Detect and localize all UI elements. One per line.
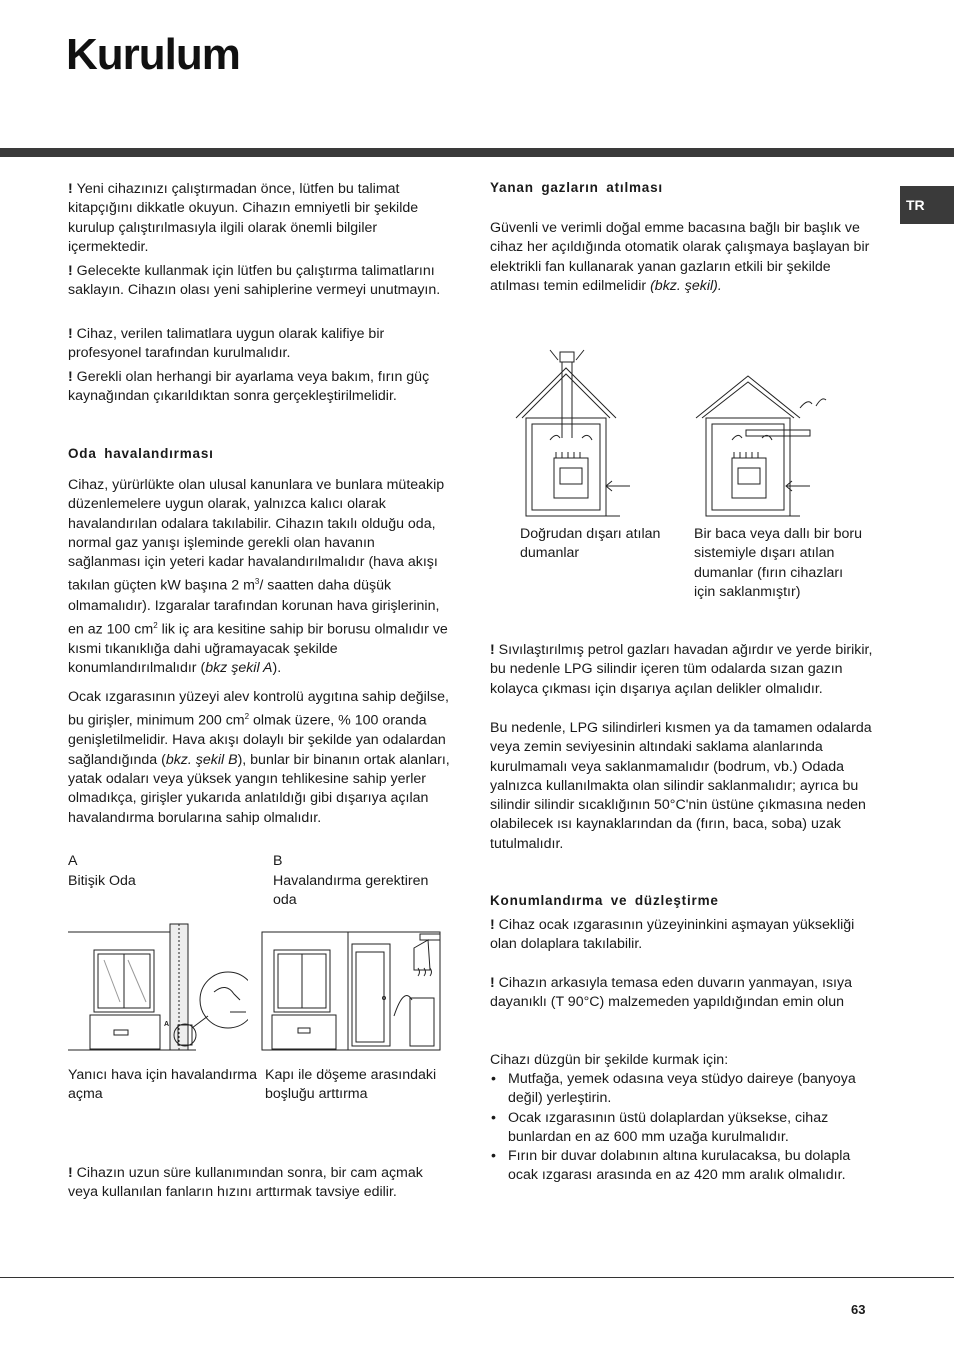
exhaust-paragraph: Güvenli ve verimli doğal emme bacasına bağlı bir başlık ve cihaz her açıldığında otomatik olarak çalışmaya başlayan bir elektrikli fan kullanarak yanan gazların etkili bir şekilde atılması temin edilmelidir (bkz. şekil).: [490, 220, 870, 294]
figure-b-caption: Kapı ile döşeme arasındaki boşluğu arttırma: [265, 1067, 437, 1103]
figure-b-letter: B: [273, 853, 283, 869]
intro-paragraph-3: ! Cihaz, verilen talimatlara uygun olarak kalifiye bir profesyonel tarafından kurulmalıdır.: [68, 326, 385, 362]
positioning-paragraph-2: ! Cihazın arkasıyla temasa eden duvarın yanmayan, ısıya dayanıklı (T 90°C) malzemeden yapıldığından emin olun: [490, 975, 852, 1011]
figure-a-label: Bitişik Oda: [68, 873, 136, 889]
intro-paragraph-4: ! Gerekli olan herhangi bir ayarlama veya bakım, fırın güç kaynağından çıkarıldıktan sonra gerçekleştirilmelidir.: [68, 369, 430, 405]
intro-paragraph-1: ! Yeni cihazınızı çalıştırmadan önce, lütfen bu talimat kitapçığını dikkatle okuyun. Cihazın emniyetli bir şekilde kurulup çalıştırılmasıyla ilgili olarak önemli bilgiler içermektedir.: [68, 181, 419, 255]
header-rule: [0, 148, 954, 157]
figure-b-label: Havalandırma gerektiren oda: [273, 873, 429, 909]
list-item: • Ocak ızgarasının üstü dolaplardan yüksekse, cihaz bunlardan en az 600 mm uzağa kurulmalıdır.: [490, 1109, 875, 1148]
page-number: 63: [851, 1302, 866, 1317]
figure-a-letter: A: [68, 853, 78, 869]
language-tab: TR: [900, 186, 954, 224]
usage-note: ! Cihazın uzun süre kullanımından sonra, bir cam açmak veya kullanılan fanların hızını arttırmak tavsiye edilir.: [68, 1165, 423, 1201]
lpg-paragraph-1: ! Sıvılaştırılmış petrol gazları havadan ağırdır ve yerde birikir, bu nedenle LPG silindir içeren tüm odalarda sızan gazın kolayca çıkması için dışarıya açılan delikler olmalıdır.: [490, 642, 873, 697]
vent-paragraph-1: Cihaz, yürürlükte olan ulusal kanunlara ve bunlara müteakip düzenlemelere uygun olarak, yalnızca kalıcı olarak havalandırılan odalara takılabilir. Cihazın takılı olduğu oda, normal gaz yanışı işleminde gerekli olan havanın sağlanması için yeteri kadar havalandırılmalıdır (hava akışı takılan güçten kW başına 2 $m^3/$ saatten daha düşük olmamalıdır). Izgaralar tarafından korunan hava girişlerinin, en az 100 $cm^2$ lik iç ara kesitine sahip bir borusu olmalıdır ve kısmi tıkanıklığa dahi uğramayacak şekilde konumlandırılmalıdır (bkz şekil A).: [68, 477, 448, 677]
exhaust-illustration: [510, 348, 840, 523]
positioning-paragraph-3: Cihazı düzgün bir şekilde kurmak için:: [490, 1052, 729, 1068]
figure-a-caption: Yanıcı hava için havalandırma açma: [68, 1067, 258, 1103]
caption-direct-exhaust: Doğrudan dışarı atılan dumanlar: [520, 526, 661, 562]
vent-paragraph-2: Ocak ızgarasının yüzeyi alev kontrolü aygıtına sahip değilse, bu girişler, minimum 200 $cm^2$ olmak üzere, % 100 oranda genişletilmelidir. Hava akışı dolaylı bir şekilde yan odalardan sağlandığında (bkz. şekil B), bunlar bir binanın ortak alanları, yatak odaları veya yüksek yangın tehlikesine sahip yerler olmadıkça, girişler yukarıda anlatıldığı gibi dışarıya açılan havalandırma borularına sahip olmalıdır.: [68, 689, 450, 826]
lpg-paragraph-2: Bu nedenle, LPG silindirleri kısmen ya da tamamen odalarda veya zemin seviyesinin altındaki saklama alanlarında kurulmamalı veya saklanmamalıdır (bodrum, vb.) Odada yalnızca kullanılmakta olan silindir saklanmalıdır; ayrıca bu silindir silindir sıcaklığının 50°C'nin üstüne çıkmasına neden olabilecek ısı kaynaklarından da (fırın, baca, soba) uzak tutulmalıdır.: [490, 720, 872, 852]
page-title: Kurulum: [66, 30, 240, 79]
installation-list: [490, 1070, 875, 1186]
exhaust-heading: Yanan gazların atılması: [490, 180, 663, 195]
intro-paragraph-2: ! Gelecekte kullanmak için lütfen bu çalıştırma talimatlarını saklayın. Cihazın olası yeni sahiplerine vermeyi unutmayın.: [68, 263, 441, 299]
positioning-paragraph-1: ! Cihaz ocak ızgarasının yüzeyininkini aşmayan yüksekliği olan dolaplara takılabilir.: [490, 917, 855, 953]
figure-b-illustration: [260, 920, 445, 1055]
list-item: • Mutfağa, yemek odasına veya stüdyo daireye (banyoya değil) yerleştirin.: [490, 1070, 875, 1109]
caption-chimney-exhaust: Bir baca veya dallı bir boru sistemiyle dışarı atılan dumanlar (fırın cihazları için saklanmıştır): [694, 526, 862, 600]
vent-heading: Oda havalandırması: [68, 446, 214, 461]
footer-rule: [0, 1277, 954, 1278]
figure-a-illustration: [68, 920, 248, 1055]
figure-inset-letter: A: [164, 1021, 170, 1028]
positioning-heading: Konumlandırma ve düzleştirme: [490, 893, 719, 908]
list-item: • Fırın bir duvar dolabının altına kurulacaksa, bu dolapla ocak ızgarası arasında en az 420 mm aralık olmalıdır.: [490, 1147, 875, 1186]
